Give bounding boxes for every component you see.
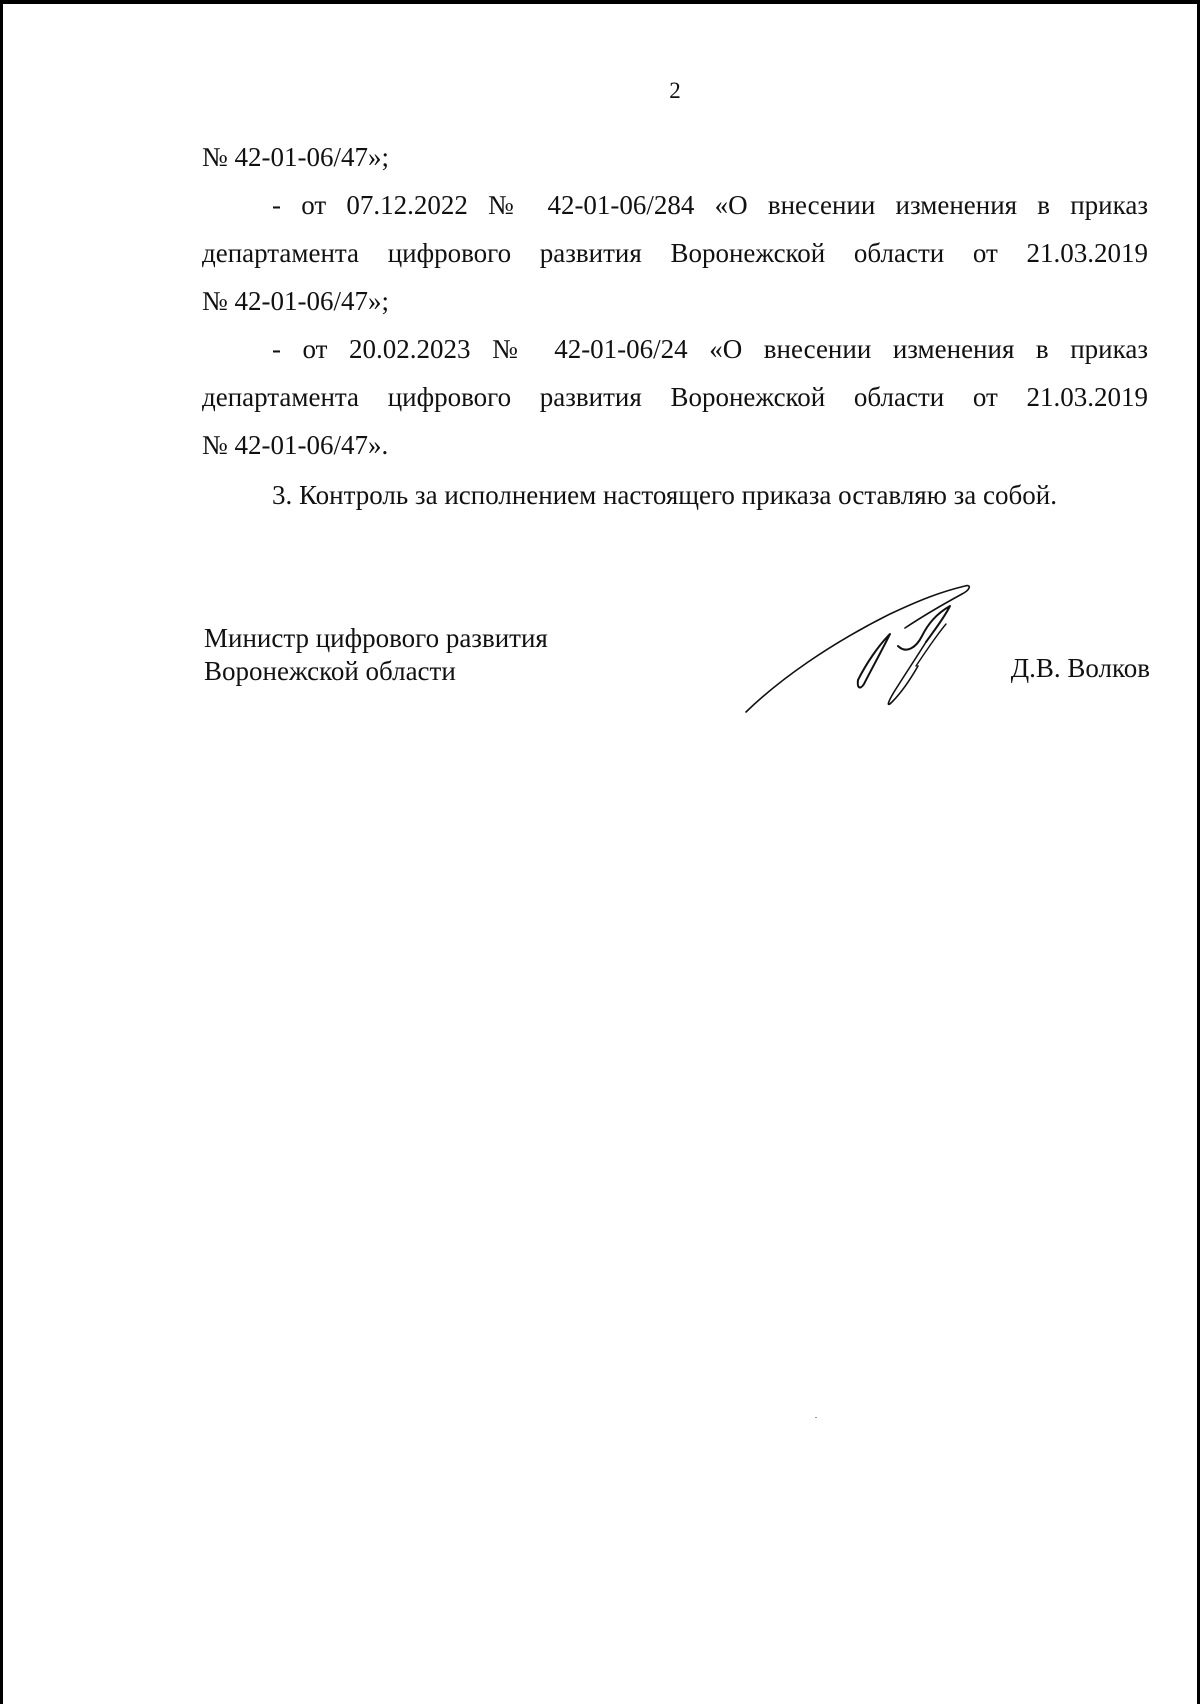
text-line: 3. Контроль за исполнением настоящего приказа оставляю за собой.: [272, 480, 1057, 510]
signatory-title-line: Воронежской области: [204, 656, 456, 686]
signatory-name: Д.В. Волков: [1010, 653, 1150, 683]
text-line: департамента цифрового развития Воронежской области от 21.03.2019: [202, 238, 1148, 268]
text-line: департамента цифрового развития Воронежской области от 21.03.2019: [202, 382, 1148, 412]
scan-speck: [815, 1417, 817, 1418]
signatory-title: [204, 622, 548, 688]
scan-border-left: [0, 0, 3, 1704]
text-line: - от 07.12.2022 № 42-01-06/284 «О внесении изменения в приказ: [272, 190, 1148, 220]
page-number: 2: [669, 78, 681, 103]
text-line: № 42-01-06/47».: [202, 430, 389, 460]
text-line: № 42-01-06/47»;: [202, 286, 389, 316]
signatory-title-line: Министр цифрового развития: [204, 623, 548, 653]
handwritten-signature: [740, 584, 980, 724]
text-line: № 42-01-06/47»;: [202, 142, 389, 172]
document-body: [202, 133, 1148, 519]
text-line: - от 20.02.2023 № 42-01-06/24 «О внесении изменения в приказ: [272, 334, 1148, 364]
scan-border-top: [0, 0, 1200, 4]
